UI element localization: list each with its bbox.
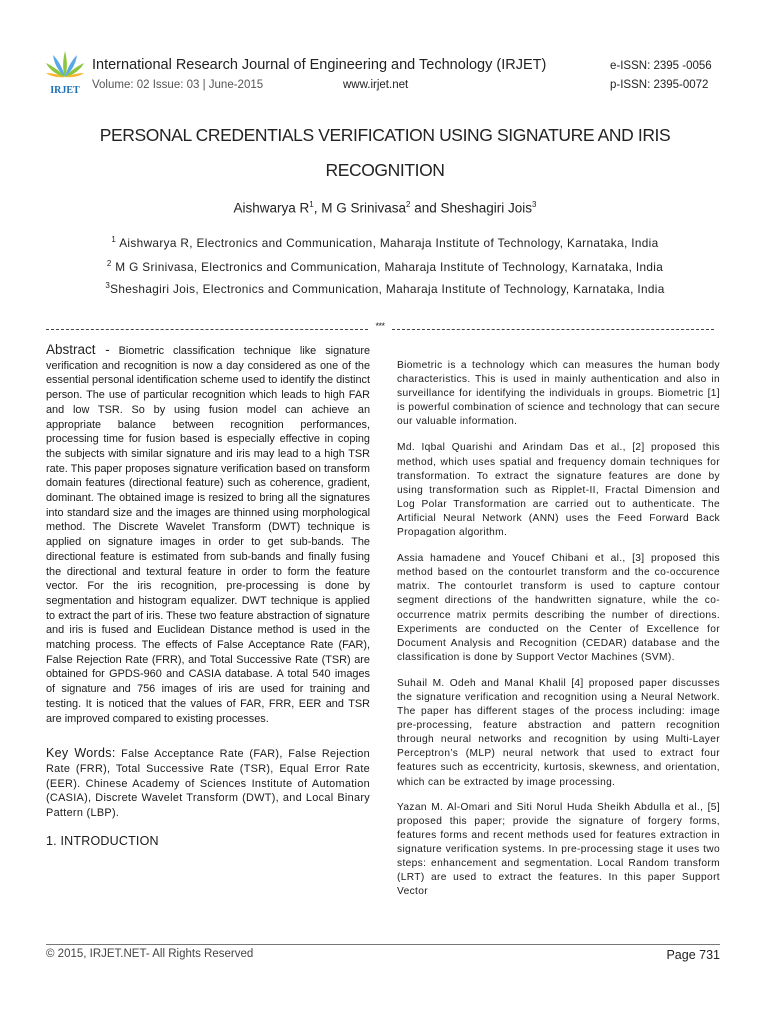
e-issn: e-ISSN: 2395 -0056 — [610, 60, 712, 72]
affiliation — [40, 235, 730, 250]
affiliation — [40, 259, 730, 274]
author-line — [40, 200, 730, 216]
affiliation-superscript: 2 — [106, 259, 112, 268]
author-name: Sheshagiri Jois — [440, 200, 533, 216]
affiliation-text: M G Srinivasa, Electronics and Communication, Maharaja Institute of Technology, Karnataka, India — [115, 259, 664, 274]
affiliation-superscript: 3 — [105, 281, 111, 290]
separator-mark: *** — [375, 321, 385, 331]
author-superscript: 2 — [406, 200, 411, 209]
author-name: Aishwarya R — [233, 200, 310, 216]
abstract-text: Biometric classification technique like signature verification and recognition is now a day considered as one of the essential personal identification scheme used to identify the distinct person. The use of particular recognition which leads to high FAR and low TSR. So by using fusion model can achieve an appropriate balance between recognition performances, processing time for fusion based is especially effective in coping the subjects with similar signature and iris may lead to a high TSR rate. This paper proposes signature verification based on transform domain features (directional feature) such as coherence, gradient, dominant. The obtained image is resized to bring all the signatures into standard size and the images are thinned using morphological method. The Discrete Wavelet Transform (DWT) technique is applied on signature images in order to get sub-bands. The directional feature is estimated from sub-bands and finally fusing the directional and textural feature in order to form the feature vector. For the iris recognition, pre-processing is done by segmentation and histogram equalizer. DWT technique is applied to extract the part of iris. These two feature abstraction of signature and iris is fused and Euclidean Distance method is used in the matching process. The effects of False Acceptance Rate (FAR), False Rejection Rate (FRR), and Total Successive Rate (TSR) are obtained for GPDS-960 and CASIA database. A total 540 images of signature and 756 images of iris are used for training and testing. It is noticed that the values of FAR, FRR, EER and TSR are improved compared to existing processes. — [46, 345, 371, 725]
affiliation-text: Aishwarya R, Electronics and Communication, Maharaja Institute of Technology, Karnataka, India — [119, 235, 659, 250]
author-superscript: 3 — [532, 200, 537, 209]
section-heading: 1. INTRODUCTION — [46, 833, 159, 848]
body-paragraph: Suhail M. Odeh and Manal Khalil [4] proposed paper discusses the signature verification and recognition using a Neural Network. The paper has different stages of the process including: image pre-processing, feature abstraction and pattern recognition through neural networks and recognition by using Multi-Layer Perceptron’s (MLP) neural network that used to extract four features such as eccentricity, kurtosis, skewness, and orientation, which can be extracted by image processing. — [397, 677, 720, 788]
abstract — [46, 343, 370, 726]
dashed-rule — [392, 329, 714, 330]
author-separator: and — [410, 200, 441, 216]
affiliation-text: Sheshagiri Jois, Electronics and Communication, Maharaja Institute of Technology, Karnataka, India — [110, 281, 665, 296]
copyright-notice: © 2015, IRJET.NET- All Rights Reserved — [46, 948, 254, 960]
author-separator: , — [313, 200, 322, 216]
journal-name: International Research Journal of Engineering and Technology (IRJET) — [92, 57, 547, 73]
p-issn: p-ISSN: 2395-0072 — [610, 79, 709, 91]
page-number: Page 731 — [666, 948, 720, 962]
keywords-text: False Acceptance Rate (FAR), False Rejection Rate (FRR), Total Successive Rate (TSR), Equal Error Rate (EER). Chinese Academy of Sciences Institute of Automation (CASIA), Discrete Wavelet Transform (DWT), and Local Binary Pattern (LBP). — [46, 748, 370, 820]
journal-header — [0, 0, 768, 110]
author-superscript: 1 — [309, 200, 314, 209]
volume-info: Volume: 02 Issue: 03 | June-2015 — [92, 79, 264, 91]
body-paragraph: Assia hamadene and Youcef Chibani et al., [3] proposed this method based on the contourlet transform and the co-occurence matrix. The contourlet transform is used to capture contour segment directions of the handwritten signature, while the co-occurrence matrix permits describing the number of directions. Experiments are conducted on the Center of Excellence for Document Analysis and Recognition (CEDAR) database and the classification is done by Support Vector Machines (SVM). — [397, 553, 720, 663]
body-paragraph: Biometric is a technology which can measures the human body characteristics. This is used in mainly authentication and also in surveillance for identifying the individuals in groups. Biometric [1] is powerful combination of science and technology that can secure our valuable information. — [397, 360, 720, 428]
section-separator — [46, 323, 714, 335]
abstract-label: Abstract - — [46, 342, 110, 357]
footer-rule — [46, 944, 720, 945]
body-paragraph: Md. Iqbal Quarishi and Arindam Das et al., [2] proposed this method, which uses spatial and frequency domain techniques for transformation. To extract the signature features are done by using transformation such as Ripplet-II, Fractal Dimension and Log Polar Transformation are carried out to authenticate. The Artificial Neural Network (ANN) uses the Feed Forward Back Propagation algorithm. — [397, 442, 720, 539]
left-column — [46, 343, 370, 849]
right-column — [397, 359, 720, 899]
affiliation-superscript: 1 — [111, 235, 117, 244]
irjet-logo — [44, 44, 86, 96]
affiliation — [40, 281, 730, 296]
dashed-rule — [46, 329, 368, 330]
keywords-label: Key Words: — [46, 746, 116, 761]
keywords — [46, 746, 370, 821]
logo-text: IRJET — [50, 85, 80, 96]
journal-website: www.irjet.net — [343, 79, 409, 91]
body-paragraph: Yazan M. Al-Omari and Siti Norul Huda Sheikh Abdulla et al., [5] proposed this paper; provide the signature of forgery forms, features forms and recent methods used for features extraction in signature verification systems. In pre-processing stage it uses two steps: enhancement and segmentation. Local Random transform (LRT) are used to extract the features. In this paper Support Vector — [397, 801, 720, 898]
paper-title: PERSONAL CREDENTIALS VERIFICATION USING SIGNATURE AND IRIS RECOGNITION — [99, 125, 671, 180]
author-name: M G Srinivasa — [321, 200, 407, 216]
